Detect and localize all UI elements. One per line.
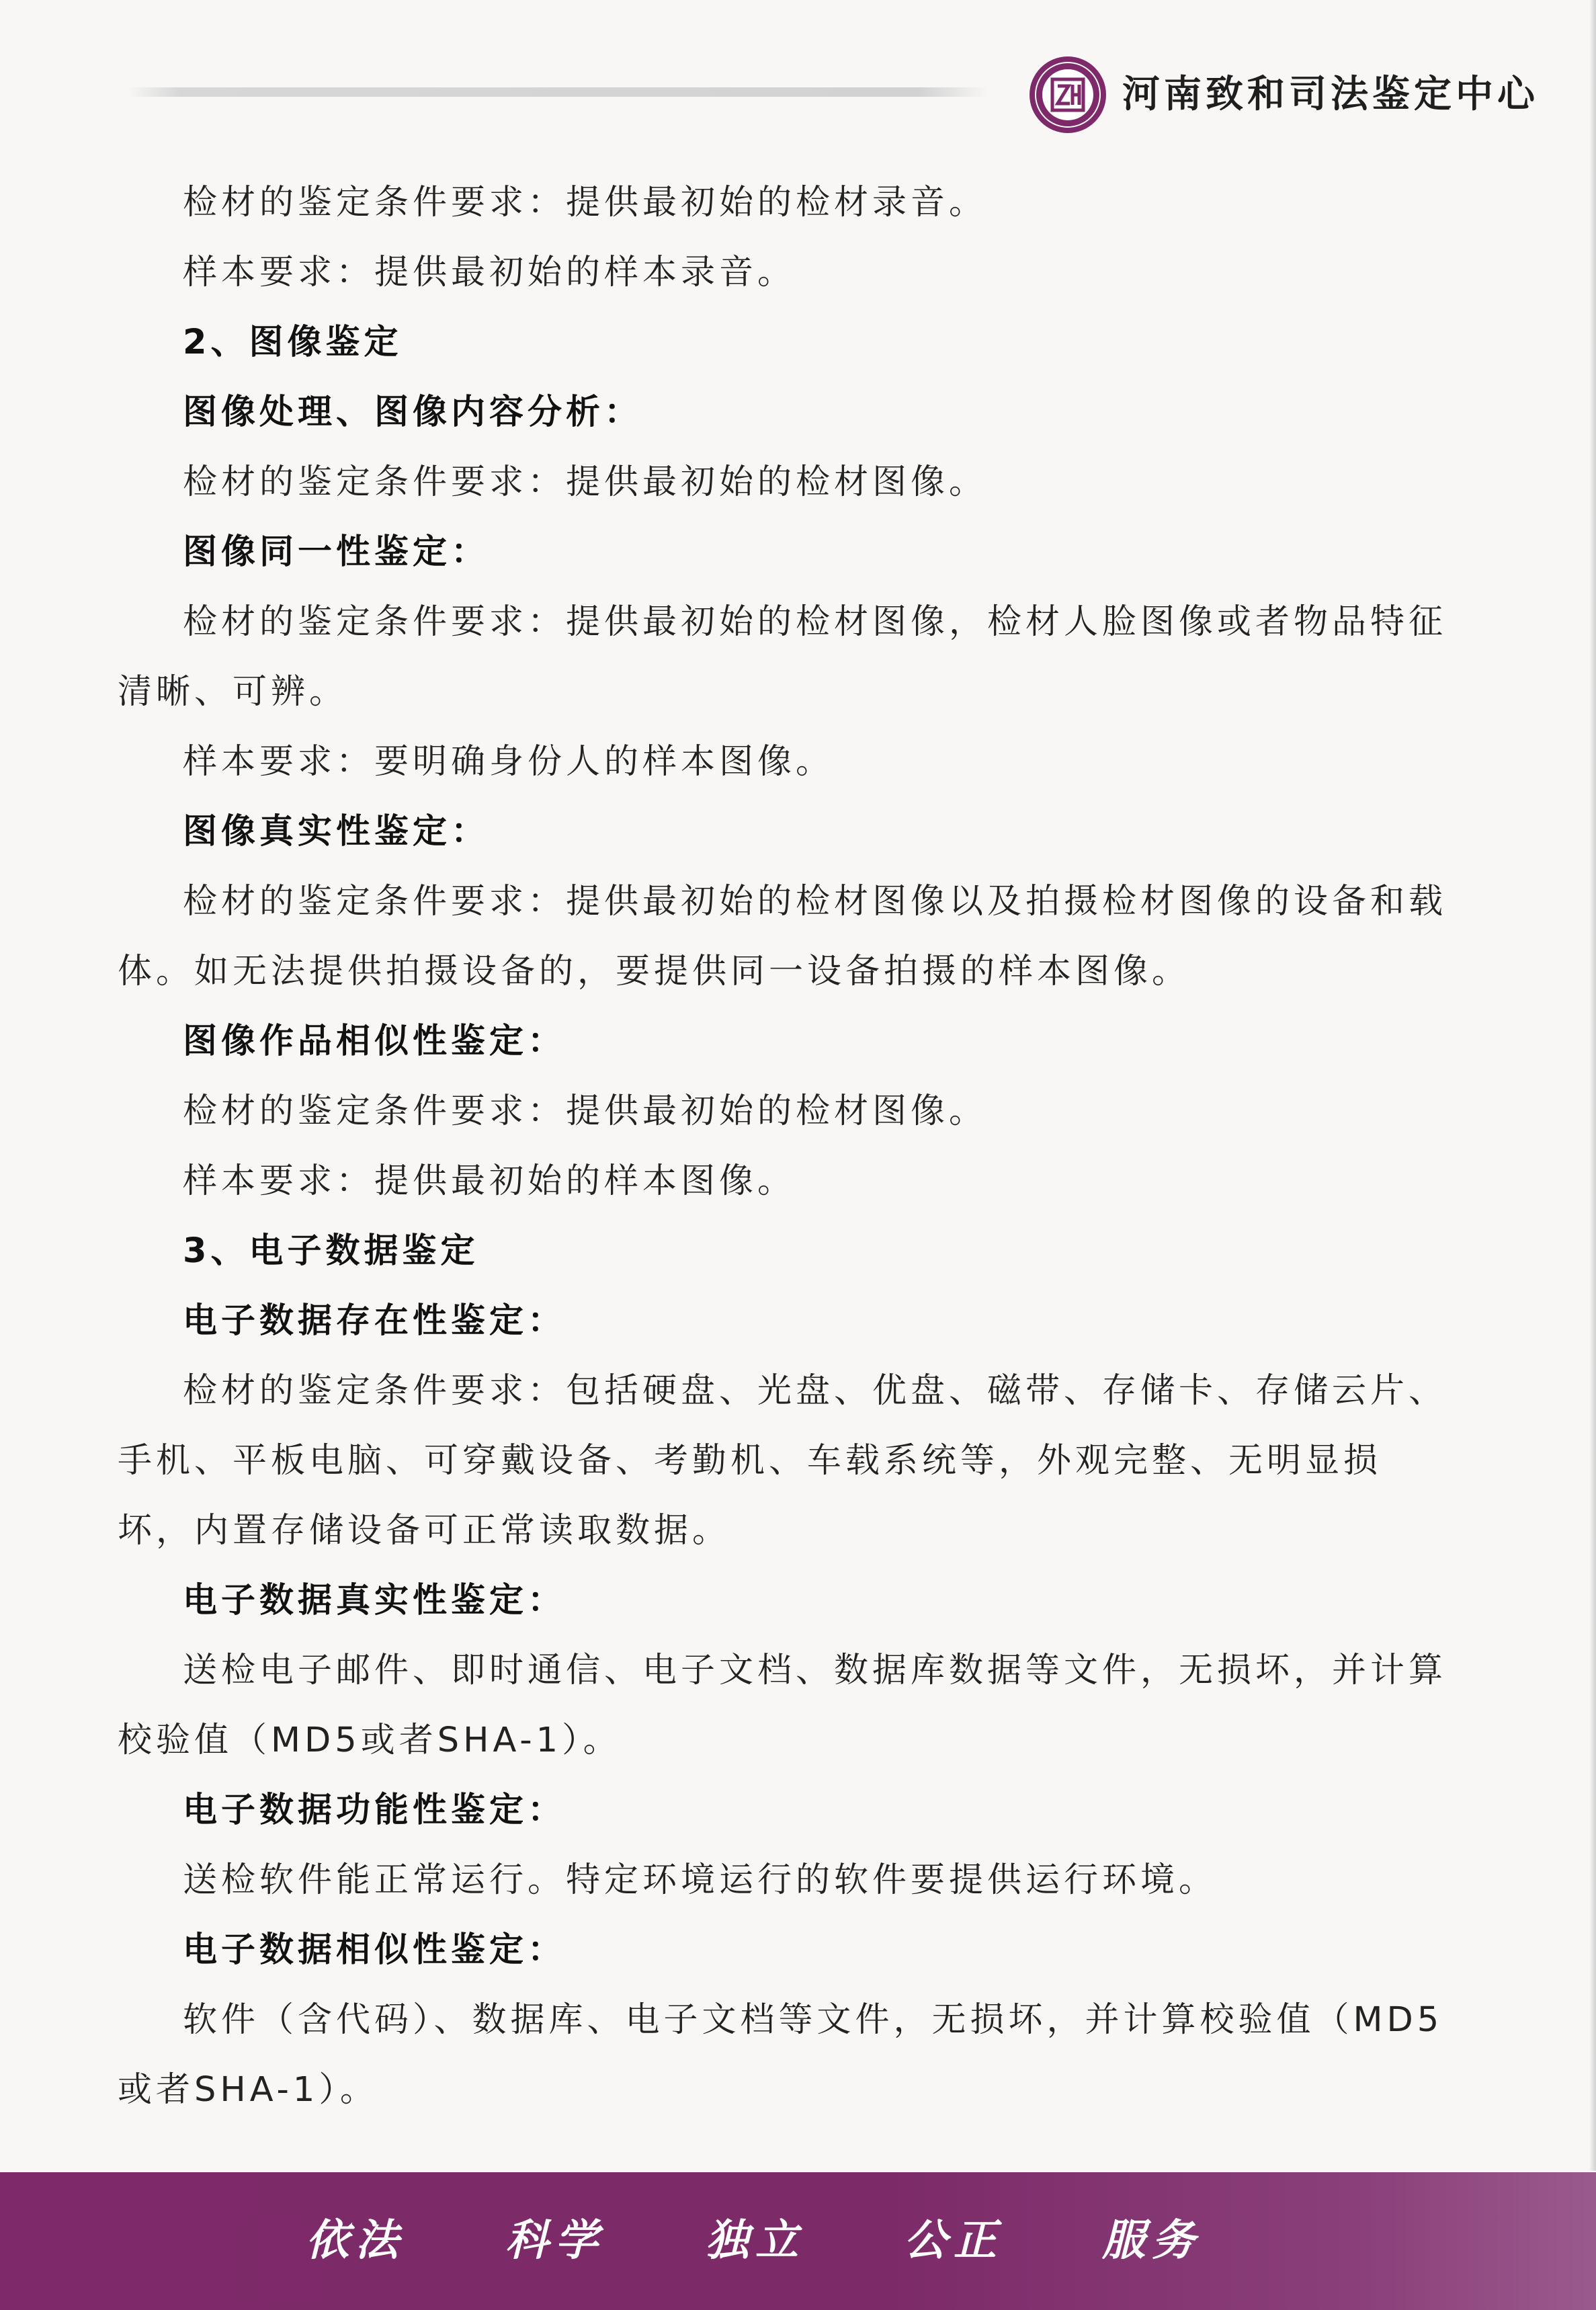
page-header	[0, 0, 1596, 155]
subsection-heading: 图像作品相似性鉴定：	[183, 1022, 566, 1061]
body-paragraph: 检材的鉴定条件要求：提供最初始的检材图像。	[183, 1091, 988, 1131]
body-paragraph: 样本要求：提供最初始的样本图像。	[183, 1161, 796, 1201]
page-edge-shadow	[1589, 0, 1596, 2171]
subsection-heading: 图像真实性鉴定：	[183, 812, 490, 852]
slogan-fuwu: 服务	[1102, 2215, 1202, 2266]
body-paragraph: 样本要求：要明确身份人的样本图像。	[183, 742, 835, 782]
body-paragraph: 软件（含代码）、数据库、电子文档等文件，无损坏，并计算校验值（MD5或者SHA-1）。	[118, 2000, 1443, 2110]
body-paragraph: 样本要求：提供最初始的样本录音。	[183, 253, 796, 292]
subsection-heading: 电子数据相似性鉴定：	[183, 1930, 566, 1970]
section-title: 3、电子数据鉴定	[183, 1231, 479, 1271]
section-title: 2、图像鉴定	[183, 323, 403, 362]
slogan-kexue: 科学	[505, 2215, 605, 2266]
zh-forensic-logo-icon	[1028, 55, 1107, 134]
org-name: 河南致和司法鉴定中心	[1122, 73, 1539, 116]
slogan-duli: 独立	[706, 2215, 805, 2266]
subsection-heading: 电子数据真实性鉴定：	[183, 1581, 566, 1620]
body-paragraph: 检材的鉴定条件要求：包括硬盘、光盘、优盘、磁带、存储卡、存储云片、手机、平板电脑、可穿戴设备、考勤机、车载系统等，外观完整、无明显损坏，内置存储设备可正常读取数据。	[118, 1371, 1447, 1551]
body-paragraph: 检材的鉴定条件要求：提供最初始的检材录音。	[183, 183, 988, 222]
document-body	[118, 168, 1452, 2125]
footer-banner	[0, 2172, 1596, 2310]
subsection-heading: 图像同一性鉴定：	[183, 532, 490, 572]
body-paragraph: 检材的鉴定条件要求：提供最初始的检材图像以及拍摄检材图像的设备和载体。如无法提供拍摄设备的，要提供同一设备拍摄的样本图像。	[118, 882, 1447, 991]
slogan-yifa: 依法	[306, 2215, 405, 2266]
subsection-heading: 电子数据功能性鉴定：	[183, 1790, 566, 1830]
subsection-heading: 图像处理、图像内容分析：	[183, 393, 643, 432]
header-divider	[128, 87, 988, 97]
body-paragraph: 检材的鉴定条件要求：提供最初始的检材图像。	[183, 462, 988, 502]
body-paragraph: 送检软件能正常运行。特定环境运行的软件要提供运行环境。	[183, 1860, 1218, 1900]
subsection-heading: 电子数据存在性鉴定：	[183, 1301, 566, 1341]
body-paragraph: 检材的鉴定条件要求：提供最初始的检材图像，检材人脸图像或者物品特征清晰、可辨。	[118, 602, 1447, 712]
slogan-gongzheng: 公正	[904, 2215, 1003, 2266]
body-paragraph: 送检电子邮件、即时通信、电子文档、数据库数据等文件，无损坏，并计算校验值（MD5或者SHA-1）。	[118, 1651, 1447, 1760]
